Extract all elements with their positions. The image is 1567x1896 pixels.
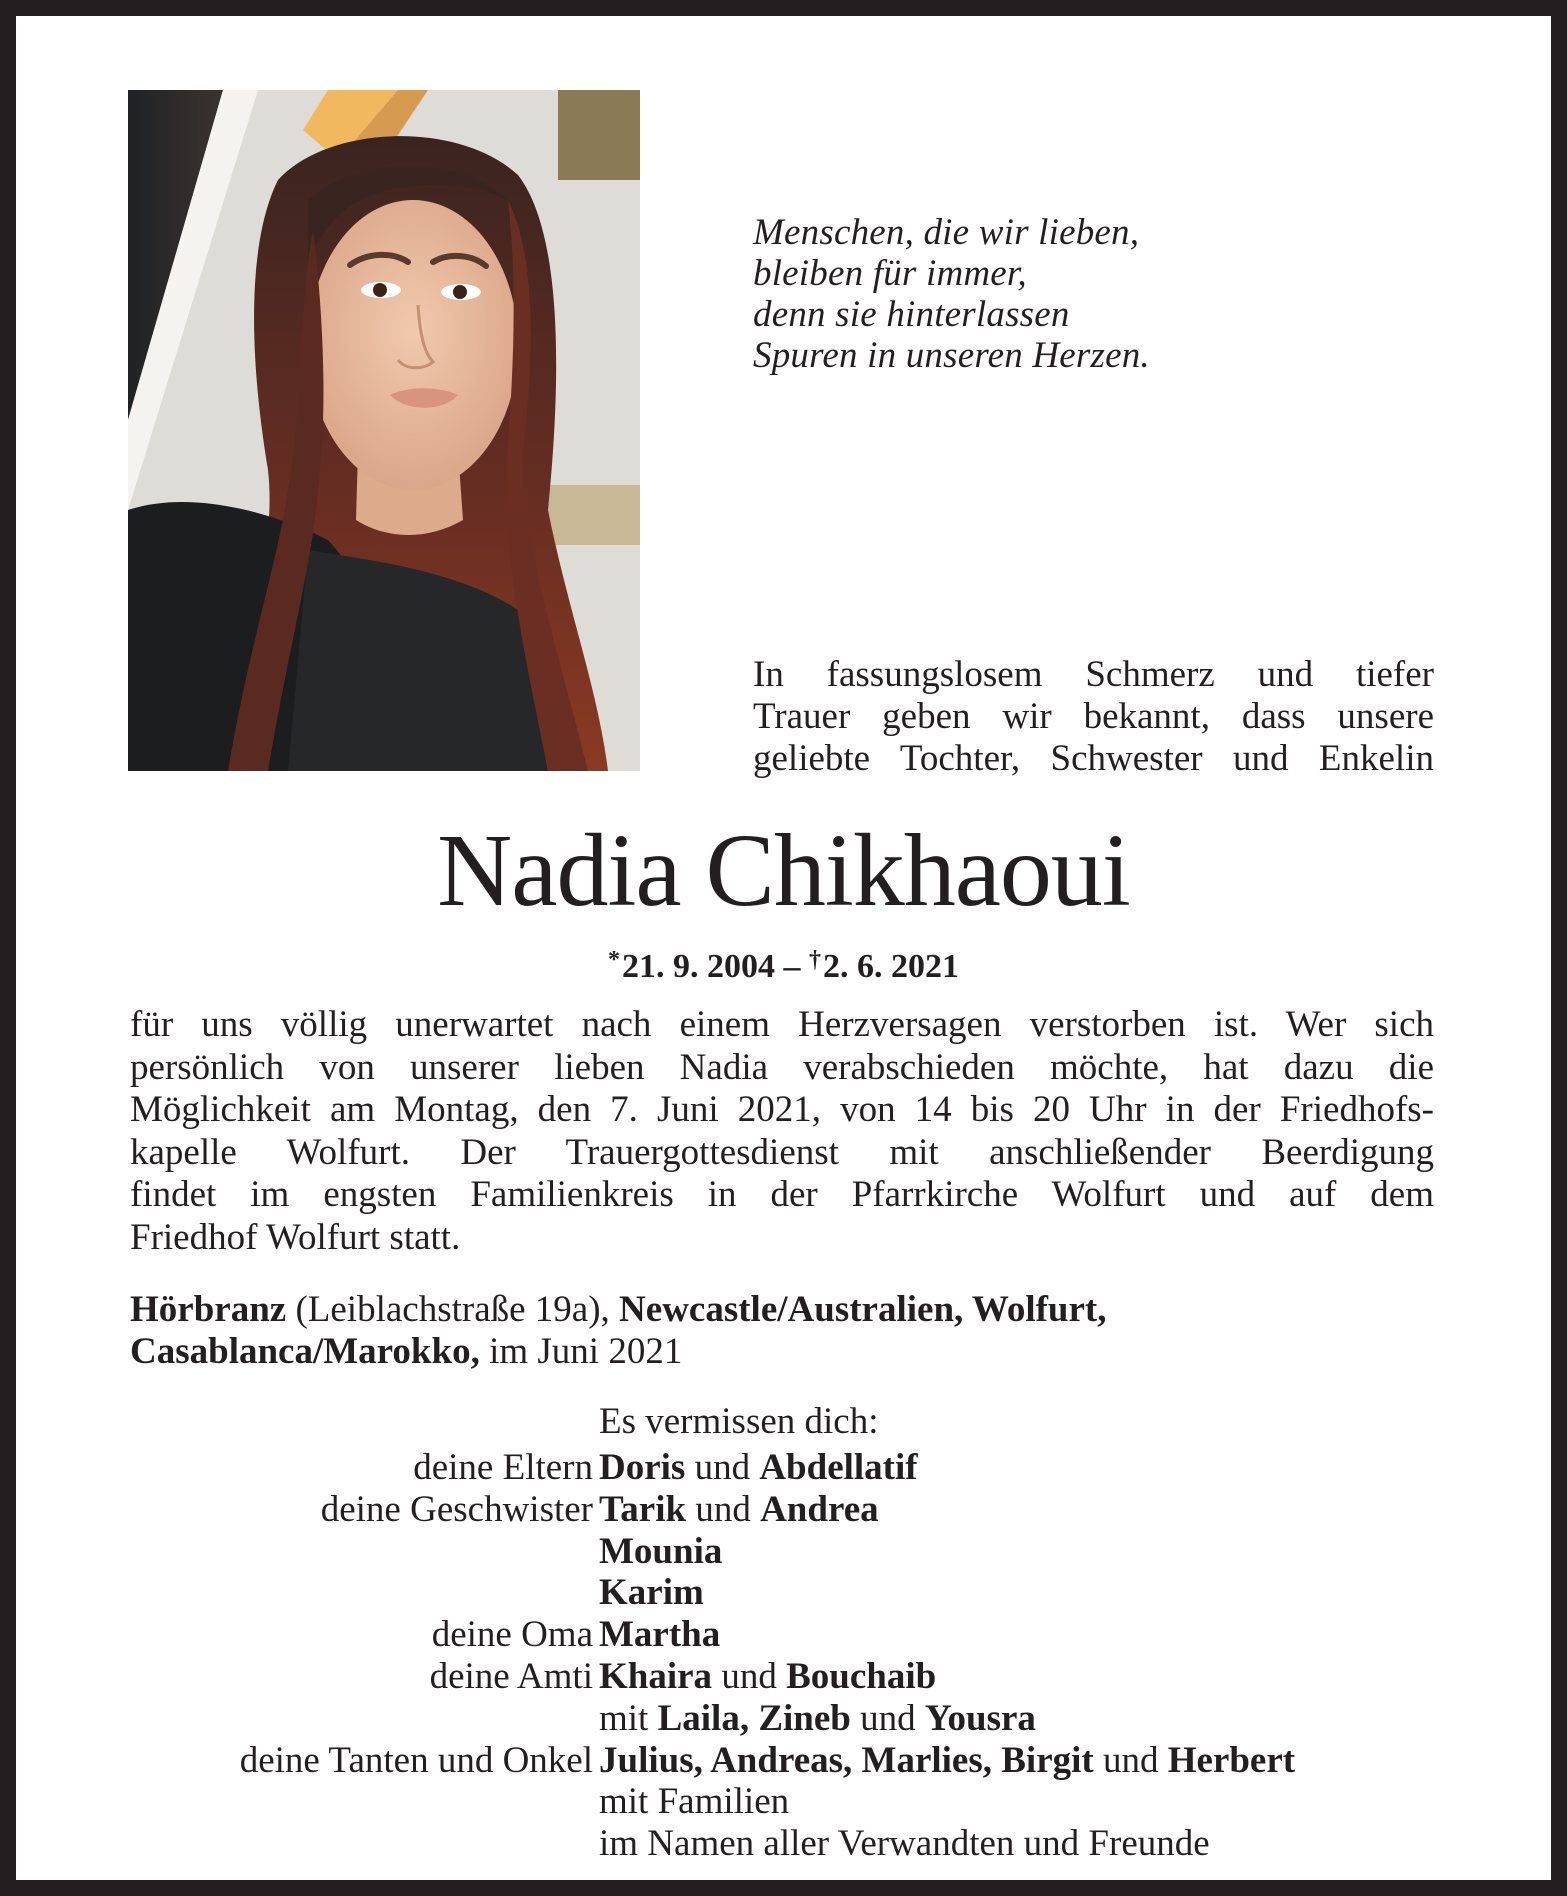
mourner-name: Tarik [599,1488,687,1530]
announcement-line: kapelle Wolfurt. Der Trauergottesdienst mit anschließender Beerdigung [130,1131,1434,1173]
place-address: (Leiblachstraße 19a), [286,1289,620,1330]
connector-text: und [712,1655,787,1697]
mourner-name: Bouchaib [786,1655,937,1697]
date-separator: – [783,948,801,985]
place-casablanca: Casablanca/Marokko, [130,1331,480,1372]
mourner-name: Herbert [1167,1739,1296,1781]
intro-text [753,654,1434,780]
places-line [130,1331,1434,1373]
place-newcastle-wolfurt: Newcastle/Australien, Wolfurt, [619,1289,1107,1330]
mourner-relation: deine Oma [431,1614,593,1656]
obituary-sheet [16,16,1551,1880]
mourner-name: Julius, Andreas, Marlies, Birgit [599,1739,1094,1781]
life-dates [16,940,1551,987]
intro-line: In fassungslosem Schmerz und tiefer [753,654,1434,695]
connector-text: und [850,1697,925,1739]
quote-line: Spuren in unseren Herzen. [753,335,1150,376]
intro-line: geliebte Tochter, Schwester und Enkelin [753,738,1434,779]
mourner-relation: deine Tanten und Onkel [239,1739,593,1781]
place-hoerbranz: Hörbranz [130,1289,287,1330]
mourner-names [599,1489,879,1531]
mourner-name: Doris [599,1447,686,1488]
announcement-line: findet im engsten Familienkreis in der Pfarrkirche Wolfurt und auf dem [130,1174,1434,1215]
mourner-row [16,1823,1551,1865]
portrait-image [128,90,640,771]
announcement-line: für uns völlig unerwartet nach einem Herzversagen verstorben ist. Wer sich [130,1004,1434,1045]
mourner-name: Abdellatif [759,1447,918,1488]
connector-text: und [686,1488,761,1530]
connector-text: und [685,1447,760,1488]
mourner-row [16,1740,1551,1782]
mourner-name: Yousra [924,1697,1036,1739]
mourners-heading: Es vermissen dich: [599,1401,879,1442]
announcement-line: persönlich von unserer lieben Nadia verabschieden möchte, hat dazu die [130,1046,1434,1088]
deceased-name: Nadia Chikhaoui [437,813,1130,928]
mourner-relation: deine Eltern [413,1447,593,1488]
mourner-relation: deine Geschwister [320,1488,593,1530]
connector-text: im Namen aller Verwandten und Freunde [599,1823,1210,1865]
mourners-heading-row [16,1401,1551,1447]
birth-date: 21. 9. 2004 [622,948,775,985]
quote-line: Menschen, die wir lieben, [753,212,1140,253]
announcement-line: Möglichkeit am Montag, den 7. Juni 2021, von 14 bis 20 Uhr in der Friedhofs- [130,1089,1434,1130]
mourner-name: Khaira [599,1655,713,1697]
memorial-quote [753,212,1150,376]
places-and-date [130,1289,1434,1373]
mourner-name: Martha [599,1614,721,1656]
mourner-names [599,1656,936,1698]
birth-star-icon: * [608,947,620,973]
death-date: 2. 6. 2021 [823,948,959,985]
mourner-row [16,1781,1551,1823]
quote-line: bleiben für immer, [753,253,1027,294]
mourner-row [16,1531,1551,1573]
connector-text: mit Familien [599,1781,790,1823]
mourner-row [16,1614,1551,1656]
mourner-name: Laila, Zineb [657,1697,851,1739]
death-cross-icon: † [809,947,821,973]
mourner-name: Andrea [760,1488,879,1530]
announcement-line: Friedhof Wolfurt statt. [130,1216,461,1258]
mourner-row [16,1698,1551,1740]
mourner-names [599,1447,918,1489]
announcement-date: im Juni 2021 [479,1331,683,1372]
places-line [130,1289,1434,1331]
connector-text: und [1093,1739,1168,1781]
mourner-names [599,1698,1036,1740]
connector-text: mit [599,1697,658,1739]
mourner-row [16,1572,1551,1614]
mourner-name: Mounia [599,1530,723,1572]
mourner-row [16,1489,1551,1531]
mourner-names [599,1572,704,1614]
mourner-row [16,1447,1551,1489]
mourners-list [16,1401,1551,1865]
mourner-names [599,1823,1210,1865]
mourner-name: Karim [599,1572,704,1614]
mourner-row [16,1656,1551,1698]
announcement-text [130,1004,1434,1259]
portrait-photo [128,90,640,771]
mourner-names [599,1781,789,1823]
mourner-names [599,1740,1295,1782]
mourner-names [599,1531,722,1573]
mourner-relation: deine Amti [429,1655,593,1697]
intro-line: Trauer geben wir bekannt, dass unsere [753,696,1434,737]
mourner-names [599,1614,720,1656]
quote-line: denn sie hinterlassen [753,294,1070,335]
